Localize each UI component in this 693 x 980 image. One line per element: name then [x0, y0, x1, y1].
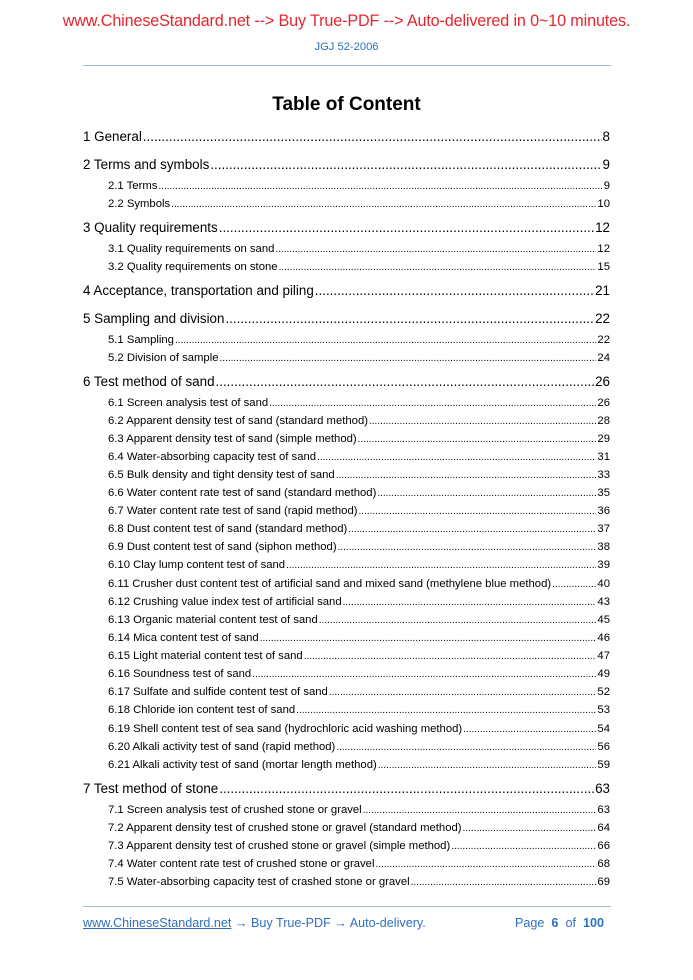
toc-entry-page: 26: [595, 374, 610, 389]
toc-section-entry[interactable]: [108, 180, 610, 195]
toc-entry-page: 47: [597, 650, 610, 662]
toc-dot-leader: [375, 858, 596, 870]
toc-entry-label: 6.3 Apparent density test of sand (simple method): [108, 433, 357, 445]
toc-section-entry[interactable]: [108, 741, 610, 756]
header-banner[interactable]: www.ChineseStandard.net --> Buy True-PDF --> Auto-delivered in 0~10 minutes.: [62, 12, 631, 30]
toc-section-entry[interactable]: [108, 523, 610, 538]
toc-dot-leader: [143, 129, 602, 144]
toc-section-entry[interactable]: [108, 596, 610, 611]
toc-entry-page: 29: [597, 433, 610, 445]
toc-entry-label: 5.2 Division of sample: [108, 352, 219, 364]
toc-dot-leader: [279, 261, 597, 273]
toc-dot-leader: [363, 804, 597, 816]
toc-entry-page: 8: [602, 129, 610, 144]
toc-section-entry[interactable]: [108, 469, 610, 484]
toc-entry-page: 26: [597, 397, 610, 409]
toc-entry-label: 6.9 Dust content test of sand (siphon method): [108, 541, 337, 553]
toc-dot-leader: [451, 840, 596, 852]
toc-entry-label: 6.16 Soundness test of sand: [108, 668, 252, 680]
toc-dot-leader: [296, 704, 596, 716]
toc-entry-page: 69: [597, 876, 610, 888]
toc-entry-label: 6.4 Water-absorbing capacity test of sand: [108, 451, 317, 463]
toc-section-entry[interactable]: [108, 352, 610, 367]
toc-entry-page: 45: [597, 614, 610, 626]
toc-dot-leader: [260, 632, 597, 644]
toc-entry-label: 6.15 Light material content test of sand: [108, 650, 303, 662]
toc-entry-page: 22: [597, 334, 610, 346]
toc-chapter-entry[interactable]: [83, 283, 610, 301]
toc-section-entry[interactable]: [108, 632, 610, 647]
toc-dot-leader: [343, 596, 597, 608]
toc-entry-page: 28: [597, 415, 610, 427]
header-divider: [83, 65, 611, 66]
toc-entry-label: 5 Sampling and division: [83, 311, 225, 326]
toc-entry-label: 4 Acceptance, transportation and piling: [83, 283, 314, 298]
toc-dot-leader: [377, 487, 596, 499]
toc-entry-label: 6.14 Mica content test of sand: [108, 632, 259, 644]
toc-dot-leader: [317, 451, 596, 463]
toc-section-entry[interactable]: [108, 650, 610, 665]
toc-dot-leader: [319, 614, 597, 626]
toc-entry-label: 6.21 Alkali activity test of sand (mortar length method): [108, 759, 377, 771]
page-current: 6: [551, 916, 559, 930]
toc-section-entry[interactable]: [108, 723, 610, 738]
toc-section-entry[interactable]: [108, 840, 610, 855]
page-counter: [515, 916, 604, 930]
toc-dot-leader: [269, 397, 596, 409]
toc-section-entry[interactable]: [108, 614, 610, 629]
toc-entry-label: 6.11 Crusher dust content test of artificial sand and mixed sand (methylene blue method): [108, 578, 552, 590]
toc-section-entry[interactable]: [108, 804, 610, 819]
toc-chapter-entry[interactable]: [83, 781, 610, 799]
toc-dot-leader: [552, 578, 596, 590]
toc-entry-label: 6.17 Sulfate and sulfide content test of sand: [108, 686, 328, 698]
toc-entry-page: 54: [597, 723, 610, 735]
toc-dot-leader: [225, 311, 594, 326]
toc-entry-label: 3.1 Quality requirements on sand: [108, 243, 275, 255]
toc-entry-label: 6.18 Chloride ion content test of sand: [108, 704, 296, 716]
toc-entry-label: 6.10 Clay lump content test of sand: [108, 559, 286, 571]
toc-section-entry[interactable]: [108, 578, 610, 593]
toc-dot-leader: [219, 781, 594, 796]
toc-section-entry[interactable]: [108, 487, 610, 502]
toc-entry-label: 7.5 Water-absorbing capacity test of crashed stone or gravel: [108, 876, 410, 888]
toc-entry-page: 53: [597, 704, 610, 716]
toc-section-entry[interactable]: [108, 858, 610, 873]
page-title: Table of Content: [272, 94, 421, 115]
toc-entry-page: 31: [597, 451, 610, 463]
toc-dot-leader: [210, 157, 601, 172]
toc-entry-label: 1 General: [83, 129, 142, 144]
toc-entry-label: 6.6 Water content rate test of sand (standard method): [108, 487, 377, 499]
toc-entry-label: 7.1 Screen analysis test of crushed stone or gravel: [108, 804, 362, 816]
toc-entry-page: 9: [602, 157, 610, 172]
toc-dot-leader: [329, 686, 597, 698]
toc-entry-label: 3 Quality requirements: [83, 220, 218, 235]
of-word: of: [565, 916, 576, 930]
footer-site-link[interactable]: www.ChineseStandard.net: [83, 916, 232, 930]
toc-dot-leader: [171, 198, 596, 210]
toc-section-entry[interactable]: [108, 415, 610, 430]
toc-entry-label: 6.2 Apparent density test of sand (standard method): [108, 415, 368, 427]
toc-entry-page: 49: [597, 668, 610, 680]
toc-dot-leader: [286, 559, 596, 571]
toc-entry-page: 38: [597, 541, 610, 553]
toc-dot-leader: [175, 334, 596, 346]
toc-section-entry[interactable]: [108, 541, 610, 556]
toc-dot-leader: [369, 415, 596, 427]
toc-chapter-entry[interactable]: [83, 311, 610, 329]
toc-section-entry[interactable]: [108, 704, 610, 719]
toc-chapter-entry[interactable]: [83, 374, 610, 392]
toc-section-entry[interactable]: [108, 451, 610, 466]
toc-entry-label: 7.2 Apparent density test of crushed stone or gravel (standard method): [108, 822, 462, 834]
toc-entry-page: 15: [597, 261, 610, 273]
toc-entry-page: 22: [595, 311, 610, 326]
toc-section-entry[interactable]: [108, 261, 610, 276]
toc-entry-page: 56: [597, 741, 610, 753]
toc-section-entry[interactable]: [108, 822, 610, 837]
toc-entry-label: 3.2 Quality requirements on stone: [108, 261, 278, 273]
toc-section-entry[interactable]: [108, 559, 610, 574]
toc-dot-leader: [219, 220, 594, 235]
toc-dot-leader: [336, 741, 596, 753]
toc-dot-leader: [359, 505, 597, 517]
toc-entry-label: 6.20 Alkali activity test of sand (rapid method): [108, 741, 336, 753]
toc-entry-label: 2.1 Terms: [108, 180, 158, 192]
toc-entry-page: 33: [597, 469, 610, 481]
toc-dot-leader: [315, 283, 594, 298]
toc-entry-page: 52: [597, 686, 610, 698]
toc-section-entry[interactable]: [108, 397, 610, 412]
page-total: 100: [582, 916, 604, 930]
toc-entry-page: 10: [597, 198, 610, 210]
footer-promo: [83, 916, 426, 930]
toc-entry-label: 6.19 Shell content test of sea sand (hydrochloric acid washing method): [108, 723, 463, 735]
toc-dot-leader: [463, 723, 596, 735]
toc-entry-page: 63: [597, 804, 610, 816]
toc-section-entry[interactable]: [108, 243, 610, 258]
toc-dot-leader: [220, 352, 597, 364]
toc-section-entry[interactable]: [108, 433, 610, 448]
toc-entry-label: 2.2 Symbols: [108, 198, 171, 210]
toc-dot-leader: [158, 180, 602, 192]
toc-entry-label: 2 Terms and symbols: [83, 157, 210, 172]
toc-entry-label: 6.5 Bulk density and tight density test of sand: [108, 469, 335, 481]
toc-section-entry[interactable]: [108, 198, 610, 213]
toc-entry-label: 7 Test method of stone: [83, 781, 219, 796]
toc-section-entry[interactable]: [108, 334, 610, 349]
toc-dot-leader: [252, 668, 596, 680]
toc-section-entry[interactable]: [108, 759, 610, 774]
toc-entry-label: 6.12 Crushing value index test of artificial sand: [108, 596, 342, 608]
toc-dot-leader: [338, 541, 597, 553]
toc-entry-page: 43: [597, 596, 610, 608]
toc-entry-page: 37: [597, 523, 610, 535]
toc-dot-leader: [378, 759, 597, 771]
standard-code: JGJ 52-2006: [314, 41, 379, 53]
toc-entry-label: 6.7 Water content rate test of sand (rapid method): [108, 505, 358, 517]
toc-entry-page: 12: [595, 220, 610, 235]
toc-chapter-entry[interactable]: [83, 157, 610, 175]
toc-dot-leader: [463, 822, 597, 834]
toc-section-entry[interactable]: [108, 668, 610, 683]
toc-entry-page: 40: [597, 578, 610, 590]
toc-entry-label: 5.1 Sampling: [108, 334, 174, 346]
toc-section-entry[interactable]: [108, 505, 610, 520]
toc-entry-label: 7.4 Water content rate test of crushed stone or gravel: [108, 858, 375, 870]
toc-entry-page: 39: [597, 559, 610, 571]
page-word: Page: [515, 916, 545, 930]
toc-entry-page: 35: [597, 487, 610, 499]
footer-divider: [83, 906, 611, 907]
toc-dot-leader: [336, 469, 597, 481]
toc-chapter-entry[interactable]: [83, 129, 610, 147]
toc-dot-leader: [411, 876, 597, 888]
toc-entry-page: 64: [597, 822, 610, 834]
toc-dot-leader: [358, 433, 597, 445]
toc-entry-page: 66: [597, 840, 610, 852]
toc-section-entry[interactable]: [108, 876, 610, 891]
toc-entry-page: 21: [595, 283, 610, 298]
toc-entry-page: 46: [597, 632, 610, 644]
toc-entry-page: 36: [597, 505, 610, 517]
toc-entry-page: 59: [597, 759, 610, 771]
toc-entry-page: 63: [595, 781, 610, 796]
toc-dot-leader: [275, 243, 596, 255]
footer-promo-text: → Buy True-PDF → Auto-delivery.: [231, 916, 426, 930]
toc-section-entry[interactable]: [108, 686, 610, 701]
toc-entry-label: 6.13 Organic material content test of sand: [108, 614, 318, 626]
toc-entry-page: 9: [603, 180, 610, 192]
toc-entry-label: 6.8 Dust content test of sand (standard method): [108, 523, 348, 535]
toc-dot-leader: [304, 650, 597, 662]
toc-entry-label: 7.3 Apparent density test of crushed stone or gravel (simple method): [108, 840, 451, 852]
toc-entry-label: 6 Test method of sand: [83, 374, 215, 389]
toc-entry-label: 6.1 Screen analysis test of sand: [108, 397, 269, 409]
toc-dot-leader: [348, 523, 596, 535]
toc-entry-page: 24: [597, 352, 610, 364]
toc-entry-page: 68: [597, 858, 610, 870]
toc-dot-leader: [216, 374, 595, 389]
toc-entry-page: 12: [597, 243, 610, 255]
toc-chapter-entry[interactable]: [83, 220, 610, 238]
